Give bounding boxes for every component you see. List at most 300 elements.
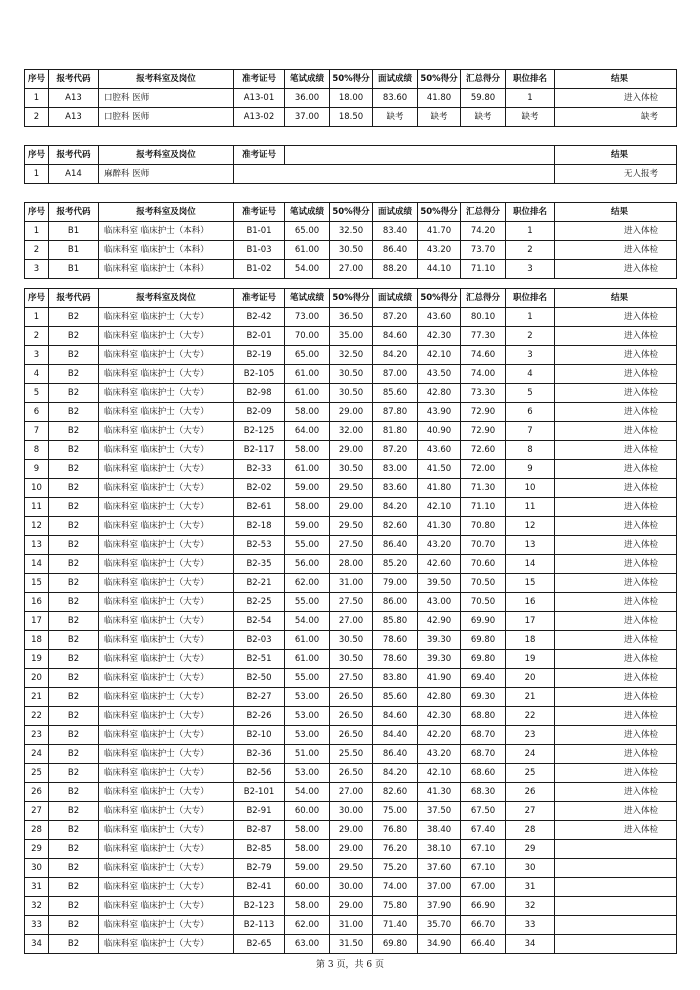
cell-total-score: 71.10 [461,498,506,517]
cell-written-score: 53.00 [285,726,330,745]
header-result: 结果 [555,289,677,308]
cell-total-score: 68.70 [461,745,506,764]
cell-result: 进入体检 [555,726,677,745]
cell-interview-50pct: 43.20 [418,745,461,764]
cell-interview-50pct: 37.50 [418,802,461,821]
cell-interview-score: 82.60 [373,517,418,536]
cell-interview-score: 81.80 [373,422,418,441]
cell-interview-score: 78.60 [373,631,418,650]
cell-written-50pct: 18.00 [330,89,373,108]
cell-rank: 1 [506,222,555,241]
cell-written-score: 36.00 [285,89,330,108]
cell-written-50pct: 27.00 [330,260,373,279]
cell-result: 进入体检 [555,707,677,726]
cell-rank: 7 [506,422,555,441]
cell-written-score: 59.00 [285,517,330,536]
cell-written-50pct: 29.00 [330,821,373,840]
cell-result: 进入体检 [555,327,677,346]
cell-rank: 11 [506,498,555,517]
cell-written-50pct: 29.00 [330,403,373,422]
table-row [25,593,677,612]
cell-written-score: 54.00 [285,612,330,631]
cell-result: 进入体检 [555,745,677,764]
cell-total-score: 67.00 [461,878,506,897]
cell-rank: 31 [506,878,555,897]
cell-department-position: 临床科室 临床护士（大专） [99,517,234,536]
cell-seq: 12 [25,517,49,536]
score-table [24,288,677,954]
cell-interview-score: 83.80 [373,669,418,688]
cell-written-50pct: 32.00 [330,422,373,441]
cell-written-score: 59.00 [285,859,330,878]
table-row [25,574,677,593]
cell-interview-50pct: 42.10 [418,764,461,783]
cell-ticket-number: B2-54 [234,612,285,631]
table-row [25,555,677,574]
cell-total-score: 70.70 [461,536,506,555]
cell-total-score: 69.80 [461,650,506,669]
cell-exam-code: B2 [49,764,99,783]
header-interview-score: 面试成绩 [373,203,418,222]
header-seq: 序号 [25,203,49,222]
cell-written-50pct: 27.50 [330,669,373,688]
score-table [24,202,677,279]
table-row [25,631,677,650]
table-row [25,802,677,821]
cell-exam-code: B2 [49,688,99,707]
header-rank: 职位排名 [506,70,555,89]
cell-ticket-number: B2-50 [234,669,285,688]
cell-total-score: 70.50 [461,574,506,593]
cell-interview-50pct: 37.60 [418,859,461,878]
cell-written-score: 61.00 [285,365,330,384]
cell-seq: 13 [25,536,49,555]
cell-result [555,859,677,878]
cell-department-position: 临床科室 临床护士（大专） [99,365,234,384]
header-total-score: 汇总得分 [461,289,506,308]
cell-result: 进入体检 [555,536,677,555]
cell-rank: 5 [506,384,555,403]
cell-written-score: 61.00 [285,241,330,260]
cell-result: 进入体检 [555,783,677,802]
cell-department-position: 临床科室 临床护士（大专） [99,631,234,650]
cell-total-score: 71.10 [461,260,506,279]
cell-written-score: 61.00 [285,384,330,403]
header-ticket-number: 准考证号 [234,289,285,308]
cell-result: 缺考 [555,108,677,127]
cell-seq: 26 [25,783,49,802]
cell-rank: 9 [506,460,555,479]
cell-written-score: 53.00 [285,764,330,783]
cell-total-score: 68.60 [461,764,506,783]
cell-result: 进入体检 [555,612,677,631]
cell-total-score: 66.70 [461,916,506,935]
cell-result: 进入体检 [555,403,677,422]
cell-department-position: 临床科室 临床护士（本科） [99,260,234,279]
cell-seq: 17 [25,612,49,631]
cell-rank: 1 [506,89,555,108]
page-footer: 第 3 页，共 6 页 [316,960,384,970]
cell-written-score: 61.00 [285,460,330,479]
header-written-score: 笔试成绩 [285,70,330,89]
cell-interview-50pct: 43.00 [418,593,461,612]
cell-department-position: 临床科室 临床护士（大专） [99,935,234,954]
cell-seq: 29 [25,840,49,859]
cell-total-score: 74.20 [461,222,506,241]
cell-seq: 2 [25,241,49,260]
cell-rank: 13 [506,536,555,555]
cell-ticket-number: A13-01 [234,89,285,108]
cell-seq: 6 [25,403,49,422]
cell-exam-code: B2 [49,555,99,574]
cell-exam-code: A14 [49,165,99,184]
cell-written-50pct: 30.50 [330,241,373,260]
cell-exam-code: B2 [49,631,99,650]
cell-result: 进入体检 [555,89,677,108]
cell-rank: 17 [506,612,555,631]
cell-interview-score: 87.80 [373,403,418,422]
cell-seq: 5 [25,384,49,403]
cell-ticket-number: B2-105 [234,365,285,384]
cell-written-50pct: 29.00 [330,498,373,517]
cell-department-position: 临床科室 临床护士（大专） [99,745,234,764]
cell-total-score: 66.40 [461,935,506,954]
cell-total-score: 72.00 [461,460,506,479]
cell-ticket-number: B2-27 [234,688,285,707]
cell-result: 进入体检 [555,441,677,460]
cell-exam-code: B2 [49,460,99,479]
cell-rank: 32 [506,897,555,916]
cell-exam-code: B2 [49,593,99,612]
cell-ticket-number: B2-03 [234,631,285,650]
cell-ticket-number: B2-10 [234,726,285,745]
cell-total-score: 73.70 [461,241,506,260]
cell-department-position: 临床科室 临床护士（大专） [99,346,234,365]
cell-total-score: 70.80 [461,517,506,536]
cell-written-50pct: 29.50 [330,479,373,498]
cell-result [555,897,677,916]
cell-result: 进入体检 [555,479,677,498]
cell-department-position: 临床科室 临床护士（大专） [99,916,234,935]
cell-written-50pct: 31.00 [330,574,373,593]
cell-written-score: 63.00 [285,935,330,954]
cell-written-score: 59.00 [285,479,330,498]
cell-ticket-number: B2-21 [234,574,285,593]
cell-written-score: 58.00 [285,498,330,517]
cell-result: 无人报考 [555,165,677,184]
cell-rank: 20 [506,669,555,688]
cell-written-score: 51.00 [285,745,330,764]
cell-written-50pct: 36.50 [330,308,373,327]
cell-written-score: 73.00 [285,308,330,327]
cell-seq: 14 [25,555,49,574]
cell-interview-50pct: 42.80 [418,384,461,403]
table-row [25,821,677,840]
table-row [25,517,677,536]
table-header-row [25,146,677,165]
cell-written-50pct: 26.50 [330,764,373,783]
cell-exam-code: B2 [49,783,99,802]
cell-exam-code: A13 [49,89,99,108]
cell-written-50pct: 30.00 [330,878,373,897]
cell-department-position: 临床科室 临床护士（大专） [99,859,234,878]
cell-result [555,916,677,935]
cell-written-score: 54.00 [285,783,330,802]
cell-interview-50pct: 35.70 [418,916,461,935]
cell-seq: 1 [25,165,49,184]
cell-written-50pct: 27.00 [330,783,373,802]
cell-result: 进入体检 [555,688,677,707]
cell-interview-score: 71.40 [373,916,418,935]
cell-seq: 27 [25,802,49,821]
table-row [25,346,677,365]
cell-written-50pct: 30.50 [330,460,373,479]
cell-interview-50pct: 41.50 [418,460,461,479]
cell-result: 进入体检 [555,517,677,536]
cell-interview-50pct: 42.20 [418,726,461,745]
cell-written-score: 60.00 [285,878,330,897]
cell-interview-score: 84.60 [373,327,418,346]
table-row [25,859,677,878]
cell-written-50pct: 29.00 [330,897,373,916]
cell-rank: 22 [506,707,555,726]
cell-written-score: 64.00 [285,422,330,441]
cell-interview-50pct: 42.60 [418,555,461,574]
cell-interview-score: 86.40 [373,536,418,555]
cell-written-50pct: 32.50 [330,222,373,241]
table-row [25,108,677,127]
cell-written-50pct: 25.50 [330,745,373,764]
merged-empty-cell [234,165,555,184]
header-rank: 职位排名 [506,203,555,222]
cell-seq: 2 [25,108,49,127]
cell-exam-code: B2 [49,422,99,441]
cell-interview-score: 75.80 [373,897,418,916]
cell-total-score: 72.90 [461,422,506,441]
cell-exam-code: B1 [49,241,99,260]
cell-ticket-number: B1-03 [234,241,285,260]
cell-ticket-number: B2-01 [234,327,285,346]
cell-rank: 16 [506,593,555,612]
cell-interview-50pct: 41.30 [418,517,461,536]
cell-exam-code: B2 [49,441,99,460]
cell-ticket-number: B2-09 [234,403,285,422]
cell-interview-score: 84.20 [373,346,418,365]
cell-seq: 33 [25,916,49,935]
cell-exam-code: B1 [49,222,99,241]
cell-department-position: 临床科室 临床护士（大专） [99,460,234,479]
cell-written-score: 55.00 [285,669,330,688]
cell-rank: 25 [506,764,555,783]
cell-total-score: 74.00 [461,365,506,384]
cell-exam-code: B2 [49,707,99,726]
cell-interview-50pct: 41.90 [418,669,461,688]
cell-rank: 15 [506,574,555,593]
cell-interview-score: 69.80 [373,935,418,954]
cell-rank: 3 [506,260,555,279]
cell-total-score: 69.40 [461,669,506,688]
cell-rank: 4 [506,365,555,384]
cell-total-score: 71.30 [461,479,506,498]
cell-interview-50pct: 43.60 [418,441,461,460]
cell-department-position: 临床科室 临床护士（大专） [99,764,234,783]
cell-written-score: 58.00 [285,821,330,840]
score-table [24,69,677,127]
header-written-50pct: 50%得分 [330,203,373,222]
header-exam-code: 报考代码 [49,146,99,165]
cell-interview-score: 缺考 [373,108,418,127]
cell-department-position: 临床科室 临床护士（大专） [99,441,234,460]
cell-rank: 缺考 [506,108,555,127]
cell-rank: 6 [506,403,555,422]
cell-seq: 22 [25,707,49,726]
cell-interview-score: 84.20 [373,498,418,517]
header-department-position: 报考科室及岗位 [99,146,234,165]
cell-department-position: 临床科室 临床护士（大专） [99,802,234,821]
table-row [25,916,677,935]
table-row [25,89,677,108]
cell-exam-code: B2 [49,536,99,555]
cell-seq: 20 [25,669,49,688]
cell-interview-score: 87.00 [373,365,418,384]
table-row [25,460,677,479]
cell-ticket-number: B2-19 [234,346,285,365]
cell-written-score: 65.00 [285,222,330,241]
cell-seq: 1 [25,308,49,327]
cell-rank: 10 [506,479,555,498]
cell-department-position: 临床科室 临床护士（大专） [99,650,234,669]
cell-result: 进入体检 [555,764,677,783]
header-ticket-number: 准考证号 [234,70,285,89]
cell-interview-50pct: 38.40 [418,821,461,840]
cell-written-score: 61.00 [285,631,330,650]
cell-interview-50pct: 42.90 [418,612,461,631]
cell-rank: 3 [506,346,555,365]
cell-written-50pct: 29.00 [330,441,373,460]
table-row [25,764,677,783]
cell-ticket-number: B2-56 [234,764,285,783]
table-row [25,222,677,241]
cell-interview-score: 83.00 [373,460,418,479]
cell-rank: 2 [506,327,555,346]
cell-interview-50pct: 42.10 [418,346,461,365]
cell-result: 进入体检 [555,365,677,384]
cell-written-50pct: 32.50 [330,346,373,365]
cell-interview-score: 83.60 [373,479,418,498]
cell-ticket-number: B2-26 [234,707,285,726]
cell-exam-code: B2 [49,346,99,365]
cell-written-50pct: 27.50 [330,536,373,555]
cell-interview-50pct: 42.10 [418,498,461,517]
cell-ticket-number: B2-53 [234,536,285,555]
cell-written-50pct: 35.00 [330,327,373,346]
cell-seq: 30 [25,859,49,878]
cell-seq: 24 [25,745,49,764]
cell-seq: 3 [25,260,49,279]
table-row [25,260,677,279]
cell-department-position: 临床科室 临床护士（大专） [99,821,234,840]
cell-ticket-number: B2-42 [234,308,285,327]
cell-ticket-number: B1-02 [234,260,285,279]
cell-written-score: 56.00 [285,555,330,574]
cell-result: 进入体检 [555,593,677,612]
cell-interview-score: 84.40 [373,726,418,745]
cell-rank: 18 [506,631,555,650]
header-empty-cell [285,146,555,165]
header-interview-50pct: 50%得分 [418,203,461,222]
header-interview-score: 面试成绩 [373,289,418,308]
cell-written-score: 55.00 [285,536,330,555]
cell-interview-score: 88.20 [373,260,418,279]
cell-rank: 30 [506,859,555,878]
cell-interview-score: 76.80 [373,821,418,840]
cell-department-position: 临床科室 临床护士（大专） [99,726,234,745]
cell-rank: 19 [506,650,555,669]
cell-ticket-number: B2-85 [234,840,285,859]
cell-department-position: 临床科室 临床护士（大专） [99,878,234,897]
table-row [25,536,677,555]
cell-department-position: 临床科室 临床护士（大专） [99,384,234,403]
cell-ticket-number: B2-123 [234,897,285,916]
cell-exam-code: B2 [49,916,99,935]
header-rank: 职位排名 [506,289,555,308]
cell-rank: 28 [506,821,555,840]
cell-seq: 28 [25,821,49,840]
cell-total-score: 69.80 [461,631,506,650]
table-row [25,422,677,441]
cell-interview-score: 85.20 [373,555,418,574]
cell-seq: 11 [25,498,49,517]
cell-ticket-number: B2-65 [234,935,285,954]
cell-result: 进入体检 [555,460,677,479]
cell-total-score: 72.60 [461,441,506,460]
cell-written-score: 62.00 [285,574,330,593]
cell-exam-code: B2 [49,650,99,669]
cell-rank: 1 [506,308,555,327]
table-row [25,241,677,260]
cell-interview-score: 85.80 [373,612,418,631]
table-row [25,441,677,460]
cell-seq: 18 [25,631,49,650]
cell-ticket-number: B2-61 [234,498,285,517]
cell-department-position: 临床科室 临床护士（大专） [99,707,234,726]
cell-exam-code: B2 [49,517,99,536]
cell-ticket-number: B2-79 [234,859,285,878]
header-written-50pct: 50%得分 [330,70,373,89]
cell-seq: 9 [25,460,49,479]
cell-ticket-number: B2-101 [234,783,285,802]
cell-interview-score: 75.20 [373,859,418,878]
cell-exam-code: B2 [49,612,99,631]
cell-exam-code: B2 [49,802,99,821]
cell-written-50pct: 18.50 [330,108,373,127]
table-row [25,688,677,707]
header-seq: 序号 [25,146,49,165]
cell-result [555,840,677,859]
cell-exam-code: B2 [49,384,99,403]
cell-interview-50pct: 39.30 [418,650,461,669]
cell-interview-50pct: 缺考 [418,108,461,127]
cell-department-position: 临床科室 临床护士（大专） [99,840,234,859]
cell-interview-50pct: 43.90 [418,403,461,422]
cell-interview-score: 86.40 [373,745,418,764]
table-header-row [25,289,677,308]
cell-total-score: 缺考 [461,108,506,127]
cell-total-score: 72.90 [461,403,506,422]
cell-interview-score: 84.20 [373,764,418,783]
header-department-position: 报考科室及岗位 [99,70,234,89]
cell-interview-score: 78.60 [373,650,418,669]
